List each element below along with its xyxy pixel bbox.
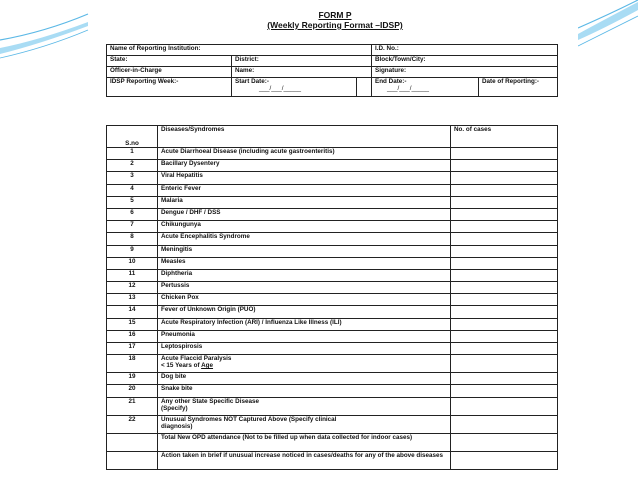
end-date-blank: ___/___/_____ [387, 85, 430, 93]
disease-name: Diphtheria [158, 269, 451, 281]
disease-sno: 11 [107, 269, 158, 281]
disease-name: Snake bite [158, 385, 451, 397]
disease-row [107, 245, 558, 257]
disease-name: Pneumonia [158, 330, 451, 342]
diseases-table [106, 125, 558, 470]
disease-sno: 12 [107, 282, 158, 294]
cases-input[interactable] [451, 415, 558, 433]
disease-sno: 6 [107, 208, 158, 220]
disease-name [158, 415, 451, 433]
disease-row [107, 343, 558, 355]
disease-name-line: Any other State Specific Disease [161, 397, 259, 405]
id-no-field[interactable]: I.D. No.: [372, 45, 558, 56]
col-disease-header: Diseases/Syndromes [158, 126, 451, 148]
cases-input[interactable] [451, 208, 558, 220]
disease-row [107, 330, 558, 342]
disease-row [107, 160, 558, 172]
cases-input[interactable] [451, 294, 558, 306]
cases-input[interactable] [451, 385, 558, 397]
start-date-blank: ___/___/_____ [259, 85, 302, 93]
disease-row [107, 257, 558, 269]
reporting-header-table [106, 44, 558, 97]
action-sno-cell [107, 451, 158, 469]
disease-sno: 19 [107, 373, 158, 385]
name-field[interactable]: Name: [232, 67, 372, 78]
cases-input[interactable] [451, 148, 558, 160]
cases-input[interactable] [451, 318, 558, 330]
cases-input[interactable] [451, 257, 558, 269]
start-date-field[interactable] [232, 78, 357, 97]
disease-name [158, 355, 451, 373]
form-sheet [92, 0, 578, 479]
opd-attendance-label: Total New OPD attendance (Not to be filled up when data collected for indoor cases) [158, 433, 451, 451]
cases-input[interactable] [451, 343, 558, 355]
disease-name: Measles [158, 257, 451, 269]
disease-name: Enteric Fever [158, 184, 451, 196]
disease-name [158, 397, 451, 415]
disease-sno: 9 [107, 245, 158, 257]
disease-row [107, 355, 558, 373]
district-field[interactable]: District: [232, 56, 372, 67]
disease-row [107, 397, 558, 415]
start-date-label: Start Date:- [235, 78, 269, 85]
disease-sno: 22 [107, 415, 158, 433]
disease-name: Meningitis [158, 245, 451, 257]
disease-name: Acute Diarrhoeal Disease (including acute gastroenteritis) [158, 148, 451, 160]
disease-name-line: Acute Flaccid Paralysis [161, 355, 232, 363]
opd-sno-cell [107, 433, 158, 451]
institution-field[interactable]: Name of Reporting Institution: [107, 45, 372, 56]
disease-sno: 18 [107, 355, 158, 373]
disease-name: Chikungunya [158, 221, 451, 233]
disease-row [107, 385, 558, 397]
disease-sno: 2 [107, 160, 158, 172]
date-of-reporting-label: Date of Reporting:- [482, 78, 540, 85]
disease-row [107, 415, 558, 433]
cases-input[interactable] [451, 172, 558, 184]
disease-sno: 13 [107, 294, 158, 306]
disease-name: Acute Encephalitis Syndrome [158, 233, 451, 245]
end-date-label: End Date:- [375, 78, 407, 85]
form-subtitle: (Weekly Reporting Format –IDSP) [267, 20, 403, 30]
opd-attendance-input[interactable] [451, 433, 558, 451]
disease-row [107, 373, 558, 385]
cases-input[interactable] [451, 184, 558, 196]
disease-row [107, 221, 558, 233]
disease-name: Dengue / DHF / DSS [158, 208, 451, 220]
disease-name: Chicken Pox [158, 294, 451, 306]
disease-name: Leptospirosis [158, 343, 451, 355]
spacer-cell [357, 78, 372, 97]
cases-input[interactable] [451, 221, 558, 233]
disease-name: Malaria [158, 196, 451, 208]
cases-input[interactable] [451, 269, 558, 281]
disease-sno: 16 [107, 330, 158, 342]
disease-sno: 10 [107, 257, 158, 269]
disease-row [107, 294, 558, 306]
disease-subtext: diagnosis) [161, 422, 193, 430]
cases-input[interactable] [451, 330, 558, 342]
disease-row [107, 148, 558, 160]
disease-sno: 8 [107, 233, 158, 245]
cases-input[interactable] [451, 160, 558, 172]
cases-input[interactable] [451, 245, 558, 257]
disease-subtext-underlined: Age [201, 362, 214, 370]
reporting-week-label: IDSP Reporting Week:- [107, 78, 232, 97]
disease-name: Bacillary Dysentery [158, 160, 451, 172]
cases-input[interactable] [451, 196, 558, 208]
disease-name-subline [161, 405, 447, 412]
disease-name-line: Unusual Syndromes NOT Captured Above (Specify clinical [161, 415, 337, 423]
disease-sno: 15 [107, 318, 158, 330]
action-taken-input[interactable] [451, 451, 558, 469]
end-date-field[interactable] [372, 78, 479, 97]
disease-sno: 20 [107, 385, 158, 397]
disease-name: Viral Hepatitis [158, 172, 451, 184]
disease-row [107, 306, 558, 318]
disease-row [107, 233, 558, 245]
disease-subtext: < 15 Years of [161, 362, 200, 370]
disease-name-subline [161, 423, 447, 430]
officer-label: Officer-in-Charge [107, 67, 232, 78]
disease-subtext: (Specify) [161, 404, 188, 412]
disease-row [107, 269, 558, 281]
disease-row [107, 208, 558, 220]
disease-sno: 1 [107, 148, 158, 160]
disease-sno: 4 [107, 184, 158, 196]
disease-sno: 17 [107, 343, 158, 355]
disease-sno: 5 [107, 196, 158, 208]
cases-input[interactable] [451, 306, 558, 318]
date-of-reporting-field[interactable] [479, 78, 558, 97]
cases-input[interactable] [451, 282, 558, 294]
cases-input[interactable] [451, 373, 558, 385]
disease-name-subline [161, 362, 447, 369]
disease-name: Acute Respiratory Infection (ARI) / Influenza Like Illness (ILI) [158, 318, 451, 330]
disease-row [107, 282, 558, 294]
disease-row [107, 184, 558, 196]
cases-input[interactable] [451, 355, 558, 373]
state-field[interactable]: State: [107, 56, 232, 67]
cases-input[interactable] [451, 397, 558, 415]
disease-sno: 21 [107, 397, 158, 415]
col-sno-header: S.no [107, 126, 158, 148]
disease-row [107, 318, 558, 330]
disease-name: Dog bite [158, 373, 451, 385]
action-taken-label: Action taken in brief if unusual increase noticed in cases/deaths for any of the above diseases [158, 451, 451, 469]
form-title: FORM P [318, 10, 352, 20]
disease-name: Pertussis [158, 282, 451, 294]
disease-sno: 7 [107, 221, 158, 233]
disease-sno: 14 [107, 306, 158, 318]
block-field[interactable]: Block/Town/City: [372, 56, 558, 67]
signature-field[interactable]: Signature: [372, 67, 558, 78]
disease-row [107, 196, 558, 208]
cases-input[interactable] [451, 233, 558, 245]
disease-sno: 3 [107, 172, 158, 184]
col-cases-header: No. of cases [451, 126, 558, 148]
disease-row [107, 172, 558, 184]
disease-name: Fever of Unknown Origin (PUO) [158, 306, 451, 318]
